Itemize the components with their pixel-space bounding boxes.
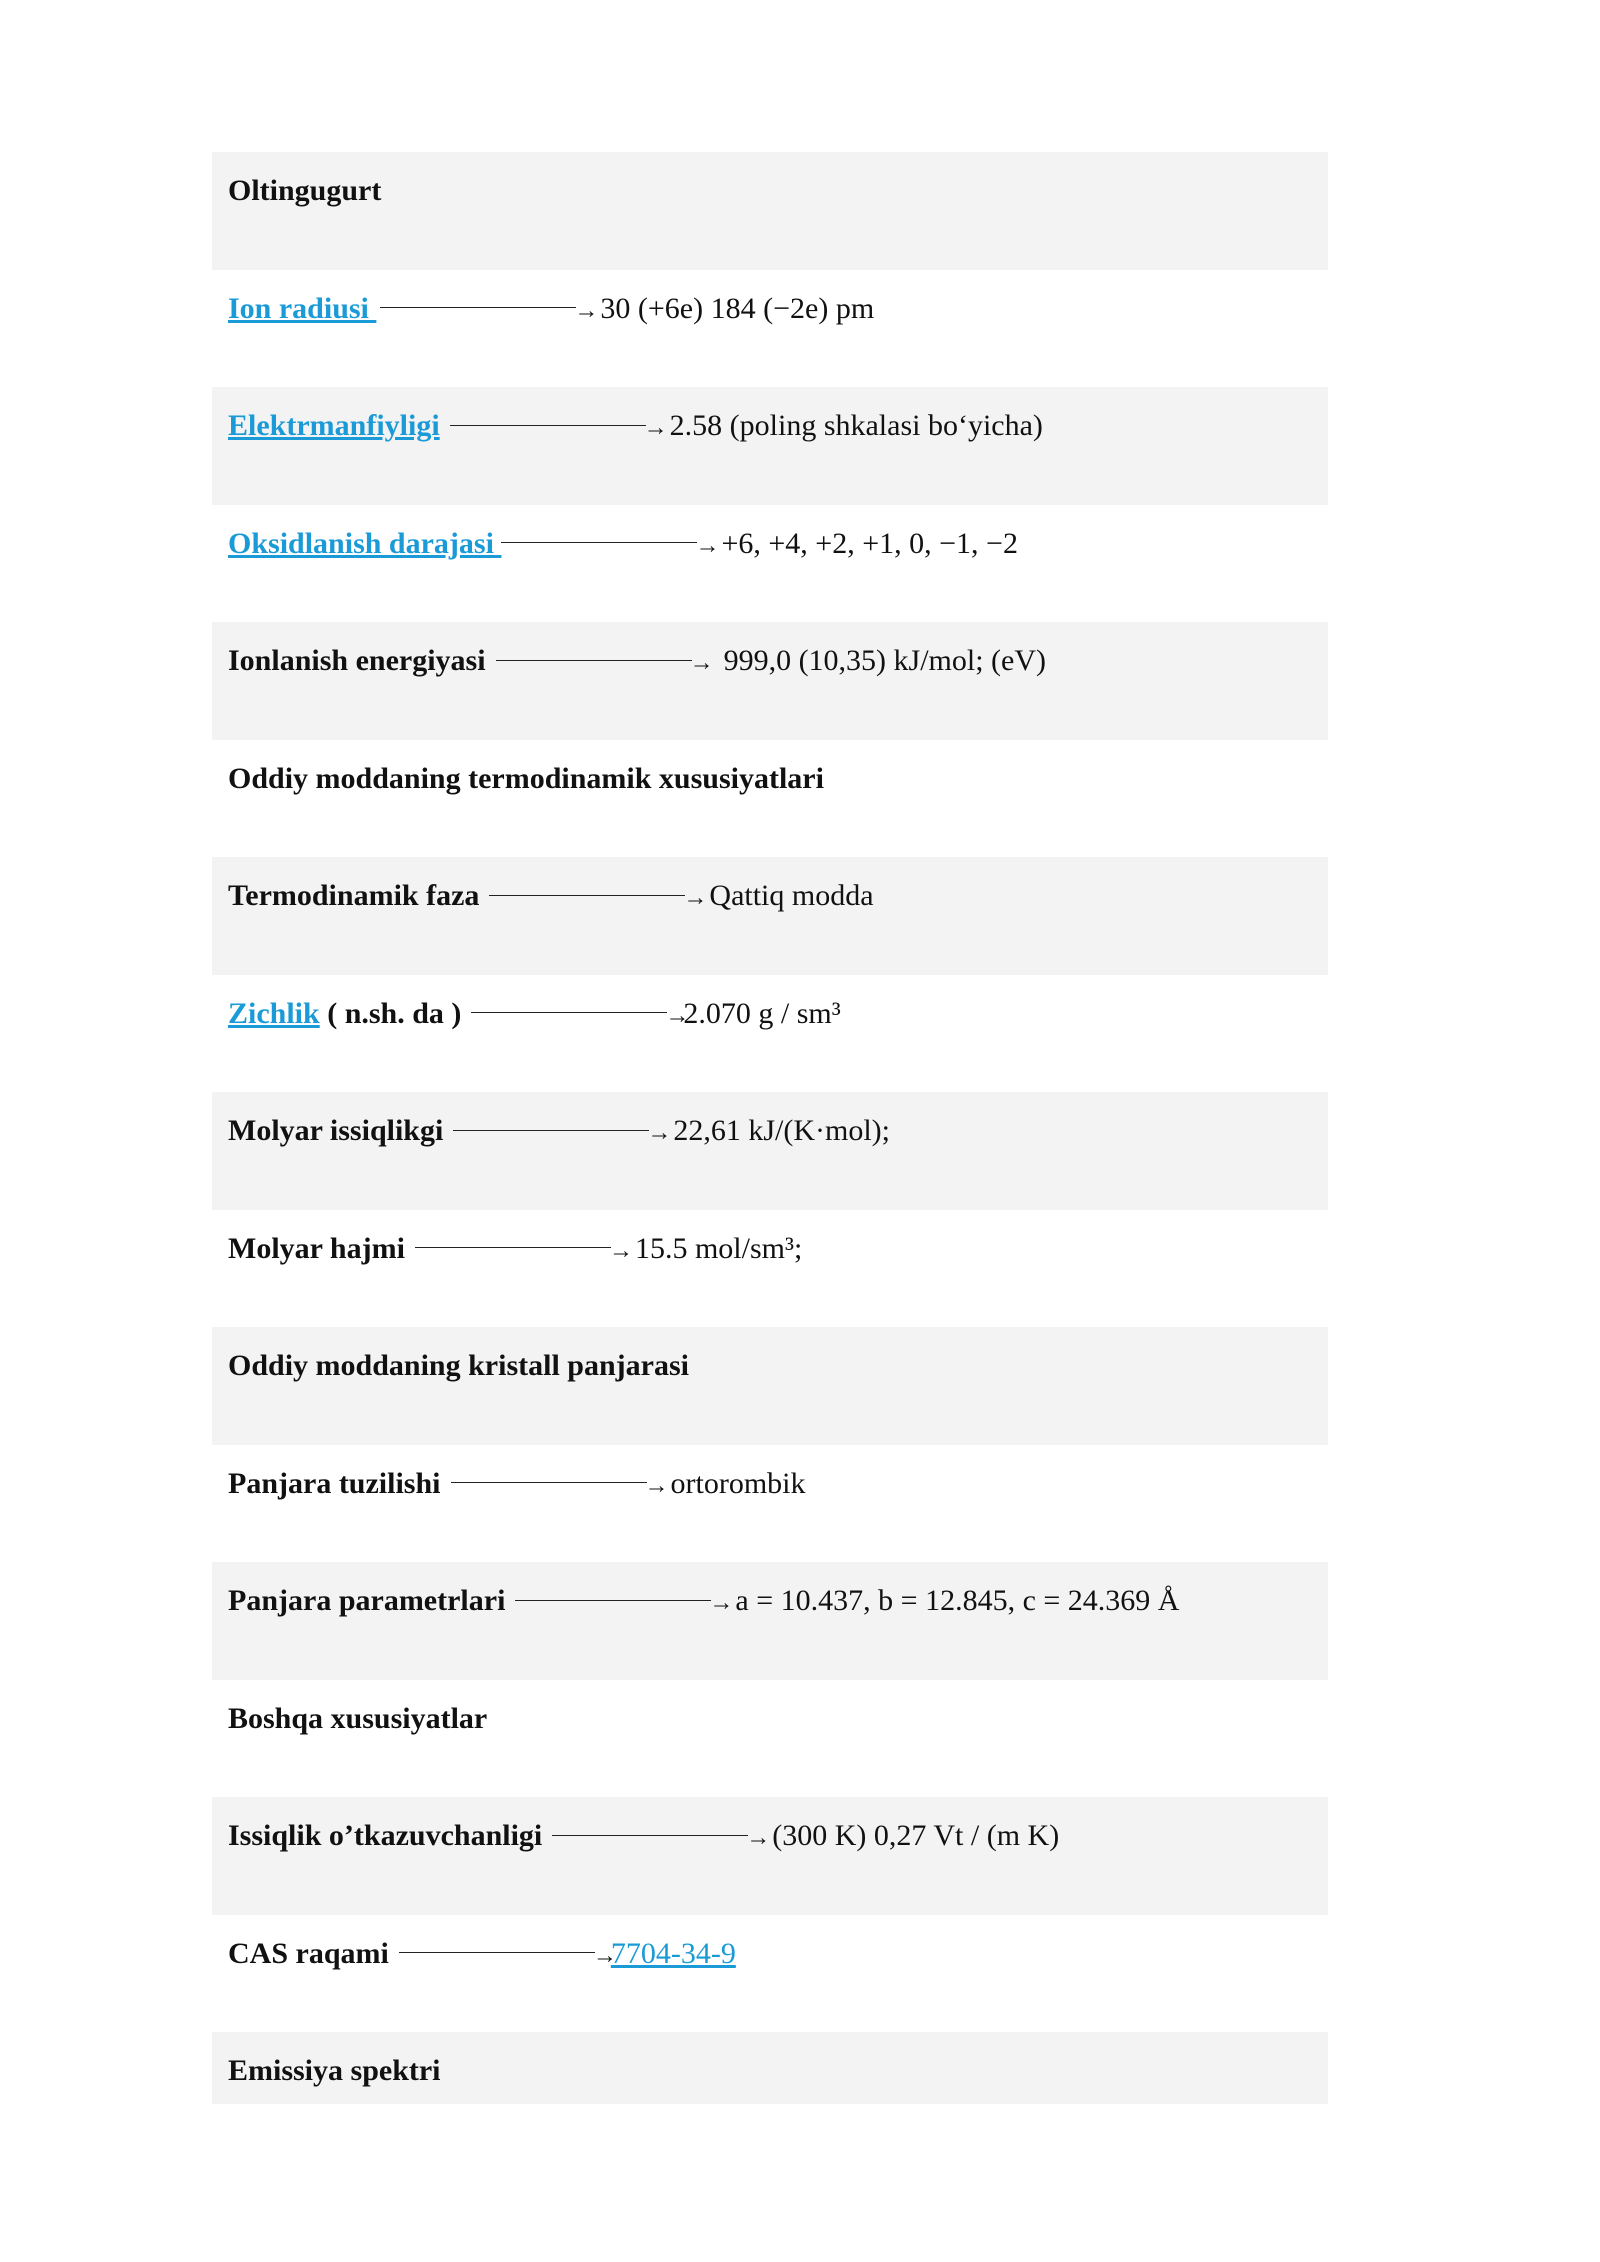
thermal-conductivity-row: [212, 1797, 1328, 1915]
arrow-icon: →: [415, 1230, 627, 1270]
thermal-conductivity-value: (300 K) 0,27 Vt / (m K): [772, 1819, 1060, 1852]
arrow-icon: →: [451, 1465, 663, 1505]
section-heading: Emissiya spektri: [228, 2054, 441, 2087]
heat-capacity-value: 22,61 kJ/(K·mol);: [673, 1114, 890, 1147]
section-thermo-row: [212, 740, 1328, 858]
phase-label: Termodinamik faza: [228, 879, 480, 912]
molar-volume-label: Molyar hajmi: [228, 1231, 405, 1265]
arrow-icon: →: [496, 642, 708, 682]
oxidation-value: +6, +4, +2, +1, 0, −1, −2: [721, 526, 1018, 560]
arrow-icon: →: [501, 525, 713, 565]
molar-volume-value: 15.5 mol/sm³;: [634, 1231, 803, 1265]
ionization-value: 999,0 (10,35) kJ/mol; (eV): [723, 644, 1047, 677]
lattice-structure-label: Panjara tuzilishi: [228, 1466, 441, 1500]
ion-radius-link[interactable]: Ion radiusi: [228, 291, 377, 325]
density-value: 2.070 g / sm³: [683, 996, 841, 1030]
properties-table: [212, 152, 1328, 2104]
cas-number-label: CAS raqami: [228, 1936, 389, 1970]
arrow-icon: →: [453, 1112, 665, 1152]
arrow-icon: →: [399, 1935, 611, 1975]
heat-capacity-row: [212, 1092, 1328, 1210]
density-row: [212, 975, 1328, 1093]
phase-row: [212, 857, 1328, 975]
lattice-structure-value: ortorombik: [670, 1466, 806, 1500]
oxidation-link[interactable]: Oksidlanish darajasi: [228, 526, 502, 560]
section-other-row: [212, 1680, 1328, 1798]
arrow-icon: →: [471, 995, 683, 1035]
electronegativity-link[interactable]: Elektrmanfiyligi: [228, 409, 440, 442]
arrow-icon: →: [489, 877, 701, 917]
section-heading: Oddiy moddaning termodinamik xususiyatlari: [228, 761, 824, 795]
arrow-icon: →: [450, 407, 662, 447]
arrow-icon: →: [552, 1817, 764, 1857]
lattice-params-label: Panjara parametrlari: [228, 1584, 506, 1617]
element-title: Oltingugurt: [228, 174, 382, 207]
density-label: ( n.sh. da ): [319, 996, 462, 1030]
section-crystal-row: [212, 1327, 1328, 1445]
ion-radius-row: [212, 270, 1328, 388]
phase-value: Qattiq modda: [709, 879, 874, 912]
oxidation-row: [212, 505, 1328, 623]
arrow-icon: →: [380, 290, 592, 330]
section-heading: Oddiy moddaning kristall panjarasi: [228, 1349, 689, 1382]
section-heading: Boshqa xususiyatlar: [228, 1701, 488, 1735]
lattice-structure-row: [212, 1445, 1328, 1563]
arrow-icon: →: [515, 1582, 727, 1622]
thermal-conductivity-label: Issiqlik o’tkazuvchanligi: [228, 1819, 543, 1852]
cas-number-link[interactable]: 7704-34-9: [610, 1936, 736, 1970]
title-row: [212, 152, 1328, 270]
ion-radius-value: 30 (+6e) 184 (−2e) pm: [600, 291, 875, 325]
lattice-params-row: [212, 1562, 1328, 1680]
electronegativity-value: 2.58 (poling shkalasi bo‘yicha): [669, 409, 1043, 442]
heat-capacity-label: Molyar issiqlikgi: [228, 1114, 444, 1147]
molar-volume-row: [212, 1210, 1328, 1328]
density-link[interactable]: Zichlik: [228, 996, 320, 1030]
lattice-params-value: a = 10.437, b = 12.845, c = 24.369 Å: [735, 1584, 1180, 1617]
ionization-row: [212, 622, 1328, 740]
ionization-label: Ionlanish energiyasi: [228, 644, 486, 677]
section-spectrum-row: [212, 2032, 1328, 2104]
electronegativity-row: [212, 387, 1328, 505]
cas-number-row: [212, 1915, 1328, 2033]
